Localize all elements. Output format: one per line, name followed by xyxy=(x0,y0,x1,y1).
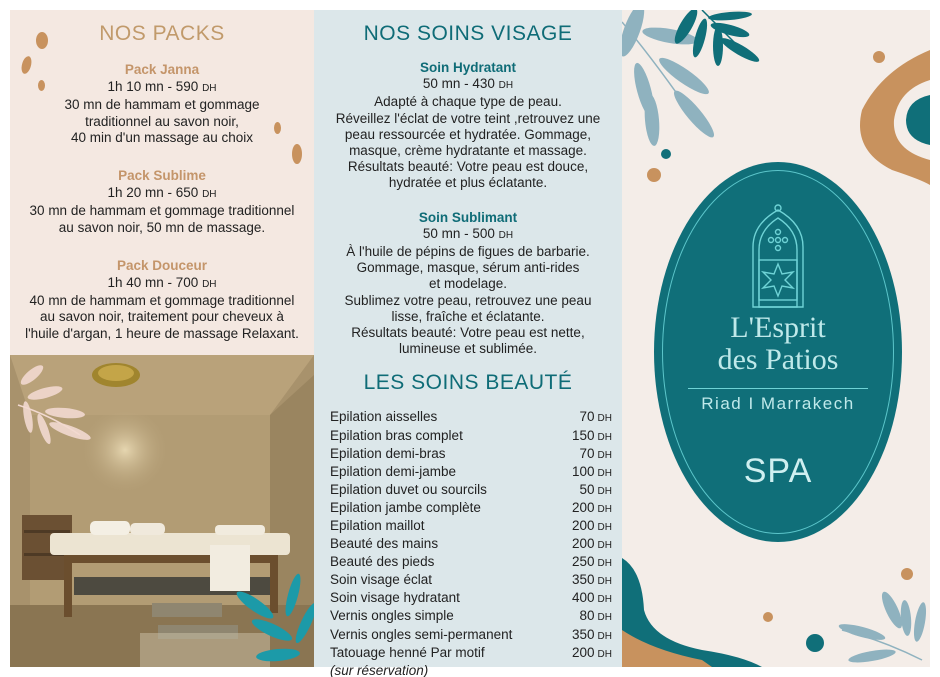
soin-desc: Adapté à chaque type de peau. xyxy=(374,94,562,110)
pack-desc: 40 min d'un massage au choix xyxy=(71,129,253,145)
packs-title: NOS PACKS xyxy=(99,22,225,45)
massage-room-illustration xyxy=(10,355,314,667)
price-row: Beauté des mains 200 DH xyxy=(330,536,612,552)
soin-name: Soin Sublimant xyxy=(418,209,518,225)
pack-name: Pack Sublime xyxy=(118,168,206,184)
pack-sublime xyxy=(10,168,314,236)
soin-desc: Sublimez votre peau, retrouvez une peau xyxy=(344,292,592,308)
price-row: Epilation bras complet 150 DH xyxy=(330,427,612,443)
pack-desc: 40 mn de hammam et gommage traditionnel xyxy=(29,293,295,309)
cover-panel xyxy=(622,10,930,667)
pack-duration-price: 1h 40 mn - 700 DH xyxy=(107,275,217,291)
brand-subtitle: Riad I Marrakech xyxy=(701,394,855,413)
pack-name: Pack Janna xyxy=(124,62,200,77)
soin-desc: Réveillez l'éclat de votre teint ,retrouvez une xyxy=(335,110,601,126)
pack-desc: 30 mn de hammam et gommage xyxy=(64,97,260,113)
brand-divider xyxy=(688,388,868,389)
spa-room-photo xyxy=(10,355,314,667)
pack-desc: traditionnel au savon noir, xyxy=(85,113,239,129)
brand-name-line1: L'Esprit xyxy=(730,311,826,344)
price-row: Epilation aisselles 70 DH xyxy=(330,409,612,425)
spa-label: SPA xyxy=(743,452,813,490)
price-row: Vernis ongles semi-permanent 350 DH xyxy=(330,626,612,642)
pack-name: Pack Douceur xyxy=(116,257,208,273)
pack-desc: au savon noir, traitement pour cheveux à xyxy=(40,309,284,325)
riad-arch-logo-icon xyxy=(743,202,813,312)
pack-desc: 30 mn de hammam et gommage traditionnel xyxy=(29,203,295,219)
price-row: Tatouage henné Par motif 200 DH xyxy=(330,644,612,660)
soin-desc: lisse, fraîche et éclatante. xyxy=(391,308,545,324)
soin-desc: masque, crème hydratante et massage. xyxy=(349,143,587,159)
price-row: Beauté des pieds 250 DH xyxy=(330,554,612,570)
price-row: Epilation maillot 200 DH xyxy=(330,518,612,534)
beaute-price-list xyxy=(330,409,612,677)
soins-beaute-title: LES SOINS BEAUTÉ xyxy=(363,371,573,395)
pack-janna xyxy=(10,62,314,146)
soin-desc: À l'huile de pépins de figues de barbarie. xyxy=(346,244,590,260)
soin-desc: lumineuse et sublimée. xyxy=(398,341,538,357)
spa-brochure xyxy=(10,10,930,677)
price-row: Soin visage éclat 350 DH xyxy=(330,572,612,588)
price-row: Epilation demi-bras 70 DH xyxy=(330,445,612,461)
soin-duration-price: 50 mn - 500 DH xyxy=(422,225,514,241)
soin-desc: Résultats beauté: Votre peau est douce, xyxy=(347,159,589,175)
pack-douceur xyxy=(10,258,314,342)
soin-desc: hydratée et plus éclatante. xyxy=(388,175,548,191)
price-row: Epilation duvet ou sourcils 50 DH xyxy=(330,481,612,497)
brand-name-line2: des Patios xyxy=(717,343,839,376)
price-row: Epilation demi-jambe 100 DH xyxy=(330,463,612,479)
soin-desc: Résultats beauté: Votre peau est nette, xyxy=(351,325,585,341)
decor-dot xyxy=(292,144,302,164)
decor-dot xyxy=(38,80,45,91)
soin-desc: et modelage. xyxy=(428,276,508,292)
soin-hydratant xyxy=(314,60,622,192)
pack-duration-price: 1h 20 mn - 650 DH xyxy=(107,185,217,201)
price-row: Epilation jambe complète 200 DH xyxy=(330,499,612,515)
pack-desc: l'huile d'argan, 1 heure de massage Relaxant. xyxy=(25,325,299,341)
soin-sublimant xyxy=(314,210,622,358)
soins-visage-title: NOS SOINS VISAGE xyxy=(363,22,573,45)
decor-dot xyxy=(36,32,48,49)
pack-desc: au savon noir, 50 mn de massage. xyxy=(58,219,266,235)
soin-desc: Gommage, masque, sérum anti-rides xyxy=(356,260,580,276)
price-row: Vernis ongles simple 80 DH xyxy=(330,608,612,624)
soin-name: Soin Hydratant xyxy=(419,60,516,75)
reservation-note: (sur réservation) xyxy=(330,662,429,677)
decor-dot xyxy=(274,122,281,134)
soins-panel xyxy=(314,10,622,677)
soin-duration-price: 50 mn - 430 DH xyxy=(422,76,514,92)
pack-duration-price: 1h 10 mn - 590 DH xyxy=(107,79,217,95)
price-row: Soin visage hydratant 400 DH xyxy=(330,590,612,606)
brand-medallion xyxy=(654,162,902,542)
packs-panel xyxy=(10,10,314,355)
soin-desc: peau ressourcée et hydratée. Gommage, xyxy=(344,126,592,142)
